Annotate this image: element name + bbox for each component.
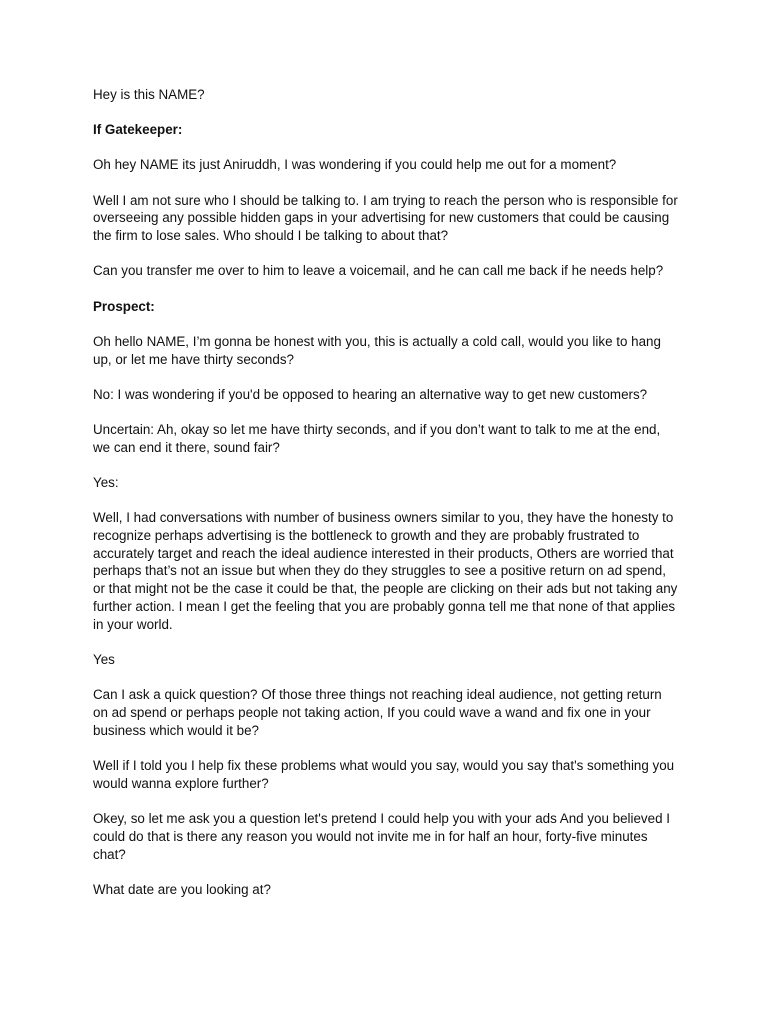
paragraph-pitch: Well, I had conversations with number of business owners similar to you, they have the honesty to recognize perhaps advertising is the bottleneck to growth and they are probably frustrated to accurately target and reach the ideal audience interested in their products, Others are worried that perhaps that’s not an issue but when they do they struggles to see a positive return on ad spend, or that might not be the case it could be that, the people are clicking on their ads but not taking any further action. I mean I get the feeling that you are probably gonna tell me that none of that applies in your world. <box>93 510 678 632</box>
paragraph-response-uncertain: Uncertain: Ah, okay so let me have thirty seconds, and if you don’t want to talk to me at the end, we can end it there, sound fair? <box>93 421 661 455</box>
paragraph-greeting: Hey is this NAME? <box>93 87 205 102</box>
paragraph-gatekeeper-transfer: Can you transfer me over to him to leave a voicemail, and he can call me back if he needs help? <box>93 263 664 279</box>
paragraph-gatekeeper-opener: Oh hey NAME its just Aniruddh, I was wondering if you could help me out for a moment? <box>93 157 617 173</box>
paragraph-date-question: What date are you looking at? <box>93 881 271 897</box>
paragraph-yes: Yes <box>93 652 115 668</box>
paragraph-gatekeeper-reach: Well I am not sure who I should be talking to. I am trying to reach the person who is responsible for overseeing any possible hidden gaps in your advertising for new customers that could be causing the firm to lose sales. Who should I be talking to about that? <box>93 192 678 244</box>
paragraph-explore-further: Well if I told you I help fix these problems what would you say, would you say that's something you would wanna explore further? <box>93 758 675 791</box>
paragraph-response-yes-label: Yes: <box>93 474 119 490</box>
paragraph-quick-question: Can I ask a quick question? Of those three things not reaching ideal audience, not getting return on ad spend or perhaps people not taking action, If you could wave a wand and fix one in your business which would it be? <box>93 687 662 738</box>
paragraph-prospect-opener: Oh hello NAME, I’m gonna be honest with you, this is actually a cold call, would you like to hang up, or let me have thirty seconds? <box>93 333 661 367</box>
paragraph-invite-meeting: Okey, so let me ask you a question let's pretend I could help you with your ads And you believed I could do that is there any reason you would not invite me in for half an hour, forty-five minutes chat? <box>93 810 670 862</box>
heading-prospect: Prospect: <box>93 298 155 314</box>
document-page <box>93 86 678 916</box>
heading-gatekeeper: If Gatekeeper: <box>93 122 183 138</box>
paragraph-response-no: No: I was wondering if you'd be opposed to hearing an alternative way to get new customers? <box>93 386 648 402</box>
